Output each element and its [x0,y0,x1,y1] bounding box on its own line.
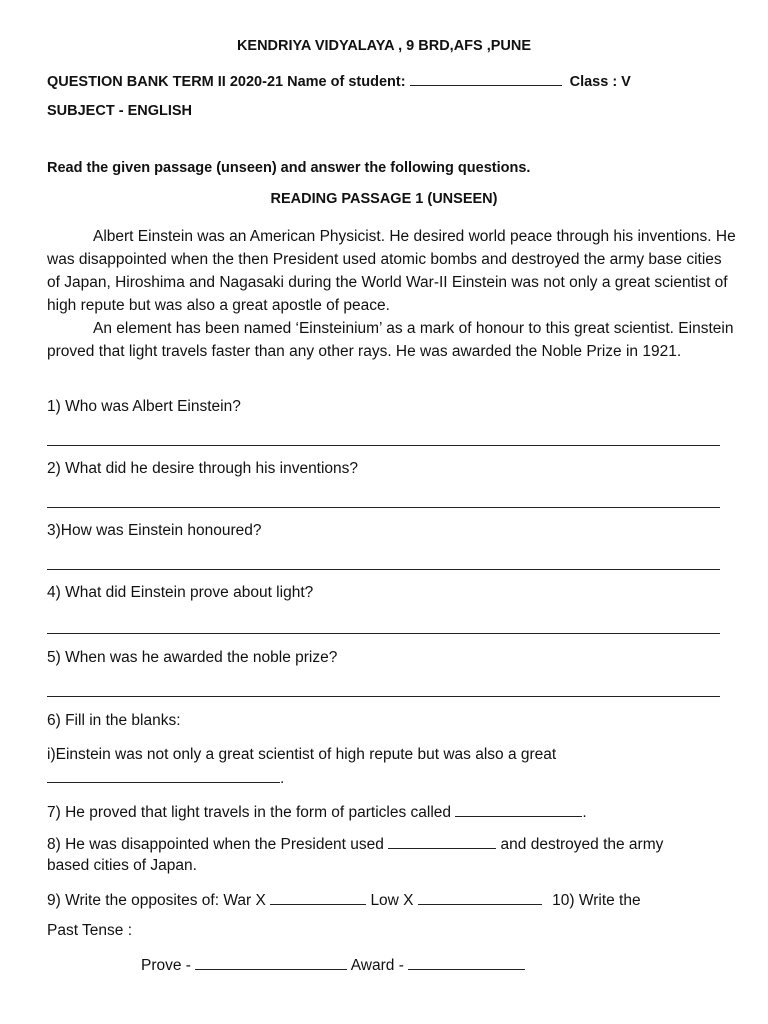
answer-line-1[interactable] [47,445,720,446]
fill-blank-war[interactable] [270,890,366,905]
question-8 [47,834,663,854]
question-4: 4) What did Einstein prove about light? [47,584,314,601]
passage-paragraph-2: An element has been named ‘Einsteinium’ as a mark of honour to this great scientist. Einstein proved that light travels faster than any other rays. He was awarded the Noble Prize in 1921. [47,320,734,360]
answer-line-3[interactable] [47,569,720,570]
subject-line: SUBJECT - ENGLISH [47,103,193,119]
question-6: 6) Fill in the blanks: [47,712,181,729]
question-8-text-a: 8) He was disappointed when the President used [47,836,384,853]
fill-blank-award[interactable] [408,955,525,970]
question-9-low: Low X [370,892,414,909]
fill-blank-prove[interactable] [195,955,347,970]
answer-line-4[interactable] [47,633,720,634]
prove-label: Prove - [141,957,191,974]
past-tense-row [141,955,525,975]
question-bank-line [47,71,631,90]
question-8-text-b: and destroyed the army [500,836,664,853]
question-2: 2) What did he desire through his inventions? [47,460,359,477]
question-10-continued: Past Tense : [47,922,133,939]
question-6-i-blank-line [47,768,284,788]
class-label: Class : V [569,74,631,90]
period: . [280,770,285,787]
question-3: 3)How was Einstein honoured? [47,522,262,539]
answer-line-2[interactable] [47,507,720,508]
question-6-i: i)Einstein was not only a great scientist of high repute but was also a great [47,746,557,763]
instruction: Read the given passage (unseen) and answer the following questions. [47,160,531,176]
question-5: 5) When was he awarded the noble prize? [47,649,338,666]
fill-blank-low[interactable] [418,890,542,905]
fill-blank-6i[interactable] [47,768,280,783]
fill-blank-7[interactable] [455,802,582,817]
question-7-text: 7) He proved that light travels in the form of particles called [47,804,452,821]
period: . [582,804,587,821]
question-9-war: 9) Write the opposites of: War X [47,892,266,909]
question-1: 1) Who was Albert Einstein? [47,398,241,415]
school-title: KENDRIYA VIDYALAYA , 9 BRD,AFS ,PUNE [236,38,532,54]
bank-label: QUESTION BANK TERM II 2020-21 Name of student: [47,74,406,90]
fill-blank-8[interactable] [388,834,496,849]
passage-title: READING PASSAGE 1 (UNSEEN) [270,191,498,207]
award-label: Award - [350,957,404,974]
passage-paragraph-1: Albert Einstein was an American Physicist. He desired world peace through his inventions. He was disappointed when the then President used atomic bombs and destroyed the army base cities of Japan, Hiroshima and Nagasaki during the World War-II Einstein was not only a great scientist of high repute but was also a great apostle of peace. [47,228,736,314]
answer-line-5[interactable] [47,696,720,697]
question-7 [47,802,587,822]
question-10: 10) Write the [552,892,641,909]
question-8-continued: based cities of Japan. [47,857,197,874]
question-9 [47,890,641,910]
reading-passage [47,225,737,363]
student-name-blank[interactable] [410,71,562,86]
